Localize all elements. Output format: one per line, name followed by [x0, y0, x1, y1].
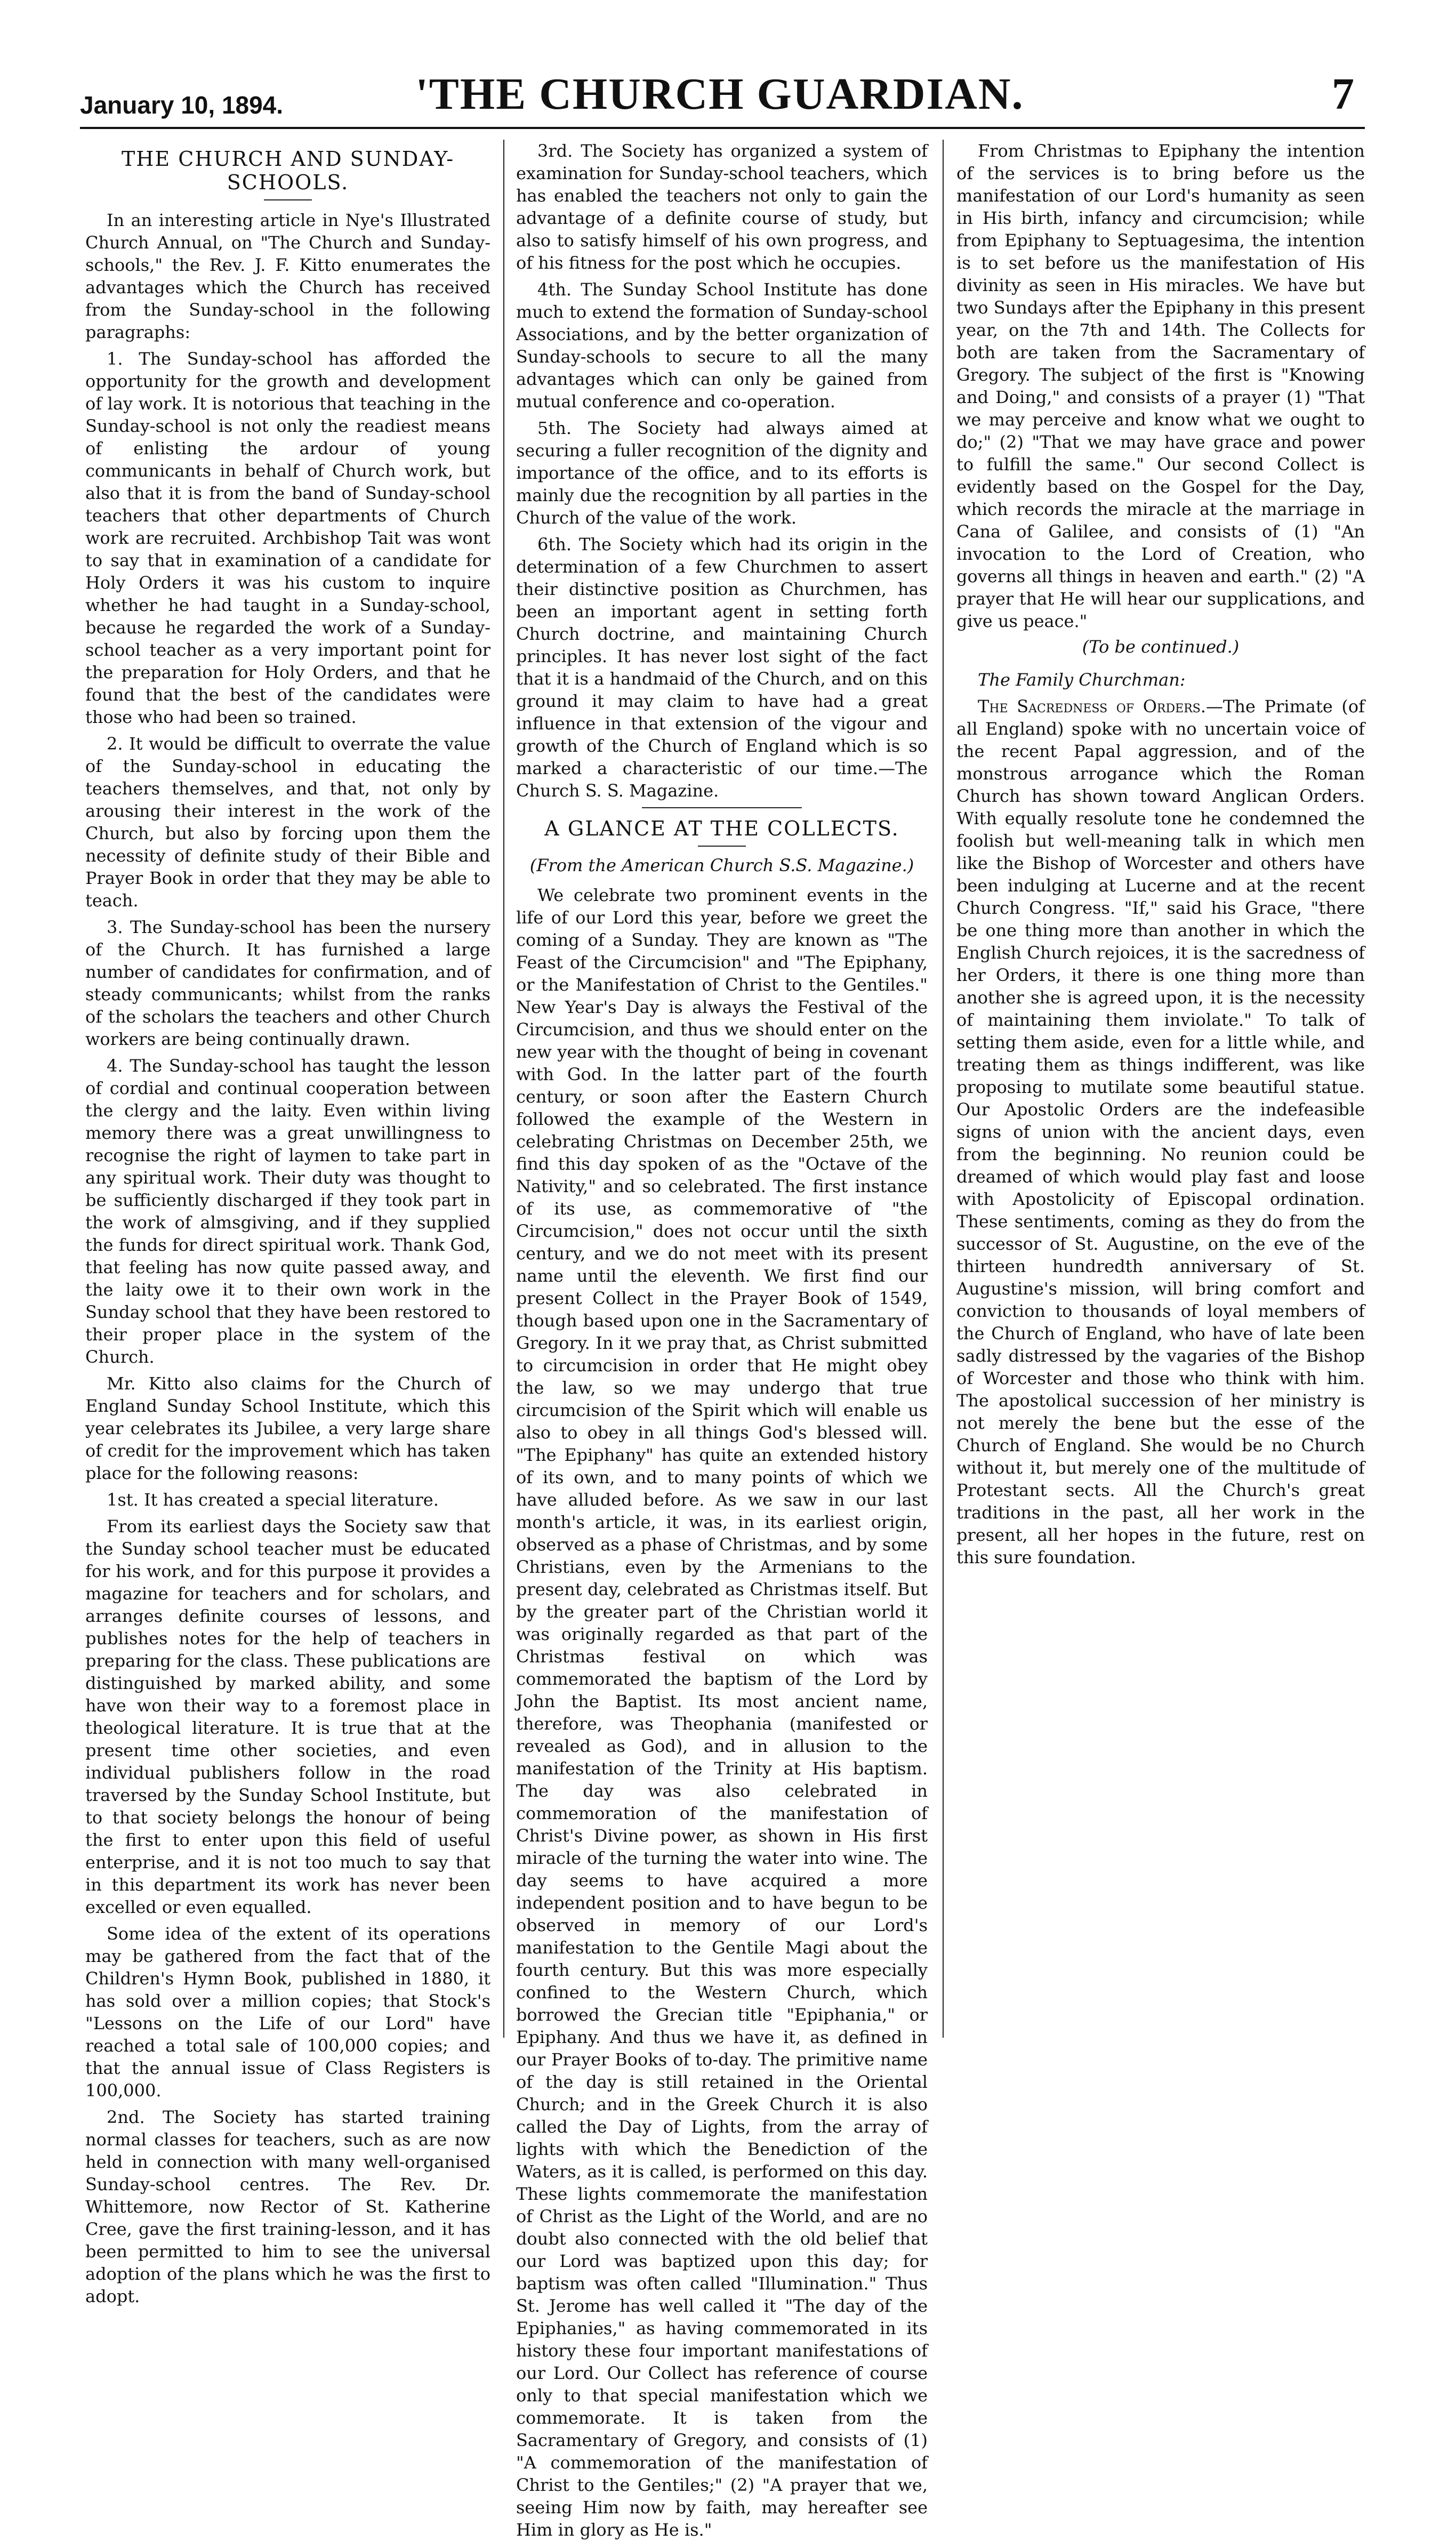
paragraph: Mr. Kitto also claims for the Church of England Sunday School Institute, which this year celebrates its Jubilee, a very large share of credit for the improvement which has taken place for the following reasons:	[85, 1373, 490, 1483]
section-rule	[264, 199, 312, 200]
masthead	[80, 68, 1360, 127]
paragraph: Some idea of the extent of its operations may be gathered from the fact that of the Children's Hymn Book, published in 1880, it has sold over a million copies; that Stock's "Lessons on the Life of our Lord" have reached a total sale of 100,000 copies; and that the annual issue of Class Registers is 100,000.	[85, 1924, 490, 2101]
lead-in: The Sacredness of Orders.	[978, 696, 1206, 717]
paragraph	[956, 695, 1365, 1569]
paragraph: 4. The Sunday-school has taught the lesson of cordial and continual cooperation between the clergy and the laity. Even within living memory there was a great unwillingness to recognise the right of laymen to take part in any spiritual work. Their duty was thought to be sufficiently discharged if they took part in the work of almsgiving, and if they supplied the funds for direct spiritual work. Thank God, that feeling has now quite passed away, and the laity owe it to their own work in the Sunday school that they have been restored to their proper place in the system of the Church.	[85, 1056, 490, 1367]
quoted-source: The Family Churchman:	[978, 670, 1186, 690]
paragraph: In an interesting article in Nye's Illustrated Church Annual, on "The Church and Sunday-schools," the Rev. J. F. Kitto enumerates the advantages which the Church has received from the Sunday-school in the following paragraphs:	[85, 210, 490, 342]
paragraph: 1st. It has created a special literature.	[107, 1490, 439, 1510]
page-number: 7	[1332, 69, 1354, 119]
paragraph: 4th. The Sunday School Institute has done much to extend the formation of Sunday-school Associations, and by the better organization of Sunday-schools to secure to all the many advantages which can only be gained from mutual conference and co-operation.	[516, 279, 928, 412]
paragraph: We celebrate two prominent events in the life of our Lord this year, before we greet the coming of a Sunday. They are known as "The Feast of the Circumcision" and "The Epiphany, or the Manifestation of Christ to the Gentiles." New Year's Day is always the Festival of the Circumcision, and thus we should enter on the new year with the thought of being in covenant with God. In the latter part of the fourth century, or soon after the Eastern Church followed the example of the Western in celebrating Christmas on December 25th, we find this day spoken of as the "Octave of the Nativity," and so celebrated. The first instance of its use, as commemorative of "the Circumcision," does not occur until the sixth century, and we do not meet with its present name until the eleventh. We first find our present Collect in the Prayer Book of 1549, though based upon one in the Sacramentary of Gregory. In it we pray that, as Christ submitted to circumcision in order that He might obey the law, so we may undergo that true circumcision of the Spirit which will enable us also to obey in all things God's blessed will. "The Epiphany" has quite an extended history of its own, and to many points of which we have alluded before. As we saw in our last month's article, it was, in its earliest origin, observed as a phase of Christmas, and by some Christians, even by the Armenians to the present day, celebrated as Christmas itself. But by the greater part of the Christian world it was originally regarded as that part of the Christmas festival on which was commemorated the baptism of the Lord by John the Baptist. Its most ancient name, therefore, was Theophania (manifested or revealed as God), and in allusion to the manifestation of the Trinity at His baptism. The day was also celebrated in commemoration of the manifestation of Christ's Divine power, as shown in His first miracle of the turning the water into wine. The day seems to have acquired a more independent position and to have begun to be observed in memory of our Lord's manifestation to the Gentile Magi about the fourth century. But this was more especially confined to the Western Church, which borrowed the Grecian title "Epiphania," or Epiphany. And thus we have it, as defined in our Prayer Books of to-day. The primitive name of the day is still retained in the Oriental Church; and in the Greek Church it is also called the Day of Lights, from the array of lights with which the Benediction of the Waters, as it is called, is performed on this day. These lights commemorate the manifestation of Christ as the Light of the World, and are no doubt also connected with the old belief that our Lord was baptized upon this day; for baptism was often called "Illumination." Thus St. Jerome has well called it "The day of the Epiphanies," as having commemorated in its history these four important manifestations of our Lord. Our Collect has reference of course only to that special manifestation which we commemorate. It is taken from the Sacramentary of Gregory, and consists of (1) "A commemoration of the manifestation of Christ to the Gentiles;" (2) "A prayer that we, seeing Him now by faith, may hereafter see Him in glory as He is."	[516, 885, 928, 2540]
section-rule	[698, 846, 746, 847]
column-divider	[503, 140, 504, 2038]
section-rule	[642, 807, 802, 808]
article-title: A GLANCE AT THE COLLECTS.	[544, 817, 899, 840]
paragraph: 2nd. The Society has started training normal classes for teachers, such as are now held in connection with many well-organised Sunday-school centres. The Rev. Dr. Whittemore, now Rector of St. Katherine Cree, gave the first training-lesson, and it has been permitted to him to see the universal adoption of the plans which he was the first to adopt.	[85, 2107, 490, 2306]
paragraph: 3rd. The Society has organized a system of examination for Sunday-school teachers, which has enabled the teachers not only to gain the advantage of a definite course of study, but also to satisfy himself of his own progress, and of his fitness for the post which he occupies.	[516, 141, 928, 273]
paragraph: 3. The Sunday-school has been the nursery of the Church. It has furnished a large number of candidates for confirmation, and of steady communicants; whilst from the ranks of the scholars the teachers and other Church workers are being continually drawn.	[85, 917, 490, 1049]
issue-date: January 10, 1894.	[80, 91, 284, 119]
paragraph: 5th. The Society had always aimed at securing a fuller recognition of the dignity and importance of the office, and to its efforts is mainly due the recognition by all parties in the Church of the value of the work.	[516, 418, 928, 528]
newspaper-title: 'THE CHURCH GUARDIAN.	[415, 69, 1024, 119]
column-3	[956, 140, 1365, 2059]
paragraph: From Christmas to Epiphany the intention of the services is to bring before us the manifestation of our Lord's humanity as seen in His birth, infancy and circumcision; while from Epiphany to Septuagesima, the intention is to set before us the manifestation of His divinity as seen in His miracles. We have but two Sundays after the Epiphany in this present year, on the 7th and 14th. The Collects for both are taken from the Sacramentary of Gregory. The subject of the first is "Knowing and Doing," and consists of a prayer (1) "That we may perceive and know what we ought to do;" (2) "That we may have grace and power to fulfill the same." Our second Collect is evidently based on the Gospel for the Day, which records the miracle at the marriage in Cana of Galilee, and consists of (1) "An invocation to the Lord of Creation, who governs all things in heaven and earth." (2) "A prayer that He will hear our supplications, and give us peace."	[956, 141, 1365, 631]
column-1	[85, 140, 490, 2306]
column-2	[516, 140, 928, 2540]
column-divider	[943, 140, 944, 2038]
paragraph: 1. The Sunday-school has afforded the opportunity for the growth and development of lay work. It is notorious that teaching in the Sunday-school is not only the readiest means of enlisting the ardour of young communicants in behalf of Church work, but also that it is from the band of Sunday-school teachers that other departments of Church work are recruited. Archbishop Tait was wont to say that in examination of a candidate for Holy Orders it was his custom to inquire whether he had taught in a Sunday-school, because he regarded the work of a Sunday-school teacher as a very important point for the preparation for Holy Orders, and that he found that the best of the candidates were those who had been so trained.	[85, 349, 490, 727]
masthead-rule	[80, 127, 1365, 129]
article-source: (From the American Church S.S. Magazine.)	[529, 855, 914, 875]
paragraph: 6th. The Society which had its origin in the determination of a few Churchmen to assert their distinctive position as Churchmen, has been an important agent in setting forth Church doctrine, and maintaining Church principles. It has never lost sight of the fact that it is a handmaid of the Church, and on this ground it may claim to have had a great influence in that extension of the vigour and growth of the Church of England which is so marked a characteristic of our time.—The Church S. S. Magazine.	[516, 534, 928, 801]
article-title: THE CHURCH AND SUNDAY-SCHOOLS.	[121, 147, 455, 194]
paragraph: 2. It would be difficult to overrate the value of the Sunday-school in educating the teachers themselves, and that, not only by arousing their interest in the work of the Church, but also by forcing upon them the necessity of definite study of their Bible and Prayer Book in order that they may be able to teach.	[85, 734, 490, 911]
continued-note: (To be continued.)	[1082, 637, 1240, 657]
paragraph-body: —The Primate (of all England) spoke with no uncertain voice of the recent Papal aggression, and of the monstrous arrogance which the Roman Church has shown toward Anglican Orders. With equally resolute tone he condemned the foolish but well-meaning talk in which men like the Bishop of Worcester and others have been indulging at Lucerne and at the recent Church Congress. "If," said his Grace, "there be one thing more than another in which the English Church rejoices, it is the sacredness of her Orders, it there is one thing more than another she is agreed upon, it is the necessity of maintaining them inviolate." To talk of setting them aside, even for a little while, and treating them as things indifferent, was like proposing to mutilate some beautiful statue. Our Apostolic Orders are the indefeasible signs of union with the ancient days, even from the beginning. No reunion could be dreamed of which would play fast and loose with Apostolicity of Episcopal ordination. These sentiments, coming as they do from the successor of St. Augustine, on the eve of the thirteen hundredth anniversary of St. Augustine's mission, will bring comfort and conviction to thousands of loyal members of the Church of England, who have of late been sadly distressed by the vagaries of the Bishop of Worcester and those who think with him. The apostolical succession of her ministry is not merely the bene but the esse of the Church of England. She would be no Church without it, but merely one of the multitude of Protestant sects. All the Church's great traditions in the past, all her work in the present, all her hopes in the future, rest on this sure foundation.	[956, 696, 1365, 1567]
paragraph: From its earliest days the Society saw that the Sunday school teacher must be educated for his work, and for this purpose it provides a magazine for teachers and for scholars, and arranges definite courses of lessons, and publishes notes for the help of teachers in preparing for the class. These publications are distinguished by marked ability, and some have won their way to a foremost place in theological literature. It is true that at the present time other societies, and even individual publishers follow in the road traversed by the Sunday School Institute, but to that society belongs the honour of being the first to enter upon this field of useful enterprise, and it is not too much to say that in this department its work has never been excelled or even equalled.	[85, 1516, 490, 1917]
